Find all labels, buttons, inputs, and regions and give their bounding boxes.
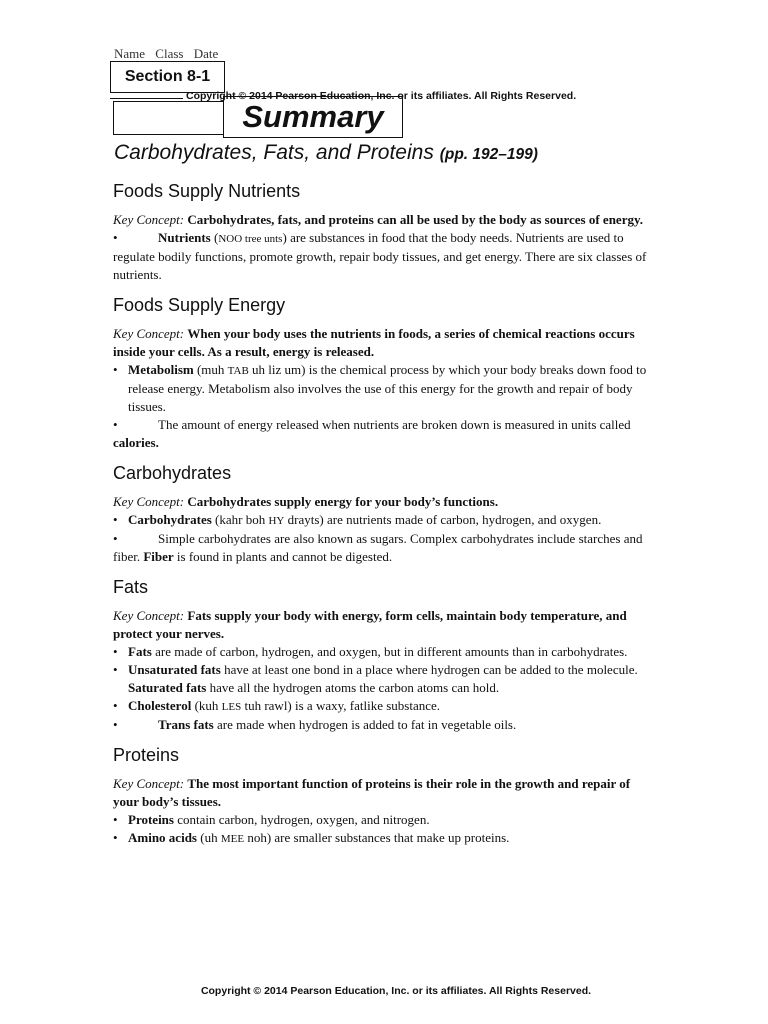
key-concept: Key Concept: When your body uses the nutrients in foods, a series of chemical reactions occurs inside your cells. As a result, energy is released.	[113, 326, 635, 359]
summary-content	[113, 180, 658, 858]
summary-heading: Summary	[223, 96, 403, 138]
bullet-icon: •	[113, 717, 118, 732]
section-proteins	[113, 744, 658, 848]
section-foods-energy	[113, 294, 658, 452]
list-item: • Unsaturated fats have at least one bond in a place where hydrogen can be added to the molecule. Saturated fats have all the hydrogen atoms the carbon atoms can hold.	[113, 662, 638, 695]
section-carbohydrates	[113, 462, 658, 566]
list-item: • Simple carbohydrates are also known as sugars. Complex carbohydrates include starches and fiber. Fiber is found in plants and cannot be digested.	[113, 531, 643, 564]
list-item: • Proteins contain carbon, hydrogen, oxygen, and nitrogen.	[113, 812, 430, 827]
list-item: • Amino acids (uh MEE noh) are smaller substances that make up proteins.	[113, 830, 510, 845]
key-concept: Key Concept: Carbohydrates, fats, and proteins can all be used by the body as sources of energy.	[113, 212, 644, 227]
bullet-icon: •	[113, 812, 118, 827]
section-heading: Carbohydrates	[113, 463, 232, 483]
list-item: • Cholesterol (kuh LES tuh rawl) is a waxy, fatlike substance.	[113, 698, 441, 713]
section-heading: Fats	[113, 577, 149, 597]
bullet-icon: •	[113, 830, 118, 845]
title-text: Carbohydrates, Fats, and Proteins	[114, 141, 434, 164]
section-heading: Foods Supply Nutrients	[113, 181, 301, 201]
bullet-icon: •	[113, 512, 118, 527]
copyright-footer: Copyright © 2014 Pearson Education, Inc. or its affiliates. All Rights Reserved.	[200, 985, 592, 997]
bullet-icon: •	[113, 698, 118, 713]
section-foods-nutrients	[113, 180, 658, 284]
section-heading: Foods Supply Energy	[113, 295, 286, 315]
bullet-icon: •	[113, 362, 118, 377]
bullet-icon: •	[113, 230, 118, 245]
key-concept: Key Concept: Fats supply your body with energy, form cells, maintain body temperature, and protect your nerves.	[113, 608, 627, 641]
section-heading: Proteins	[113, 745, 180, 765]
bullet-icon: •	[113, 662, 118, 677]
list-item: • Nutrients (NOO tree unts) are substances in food that the body needs. Nutrients are used to regulate bodily functions, promote growth, repair body tissues, and get energy. There are six classes of nutrients.	[113, 230, 647, 282]
name-label: Name	[114, 46, 146, 61]
blank-box	[113, 101, 224, 135]
section-label: Section 8-1	[110, 61, 225, 93]
list-item: • The amount of energy released when nutrients are broken down is measured in units called calories.	[113, 417, 631, 450]
bullet-icon: •	[113, 644, 118, 659]
key-concept: Key Concept: The most important function of proteins is their role in the growth and repair of your body’s tissues.	[113, 776, 631, 809]
bullet-icon: •	[113, 417, 118, 432]
page-range: (pp. 192–199)	[439, 146, 538, 163]
page-title	[114, 141, 538, 165]
bullet-icon: •	[113, 531, 118, 546]
key-concept: Key Concept: Carbohydrates supply energy for your body’s functions.	[113, 494, 499, 509]
class-label: Class	[155, 46, 184, 61]
name-class-date	[114, 46, 225, 62]
list-item: • Trans fats are made when hydrogen is added to fat in vegetable oils.	[113, 717, 517, 732]
list-item: • Metabolism (muh TAB uh liz um) is the chemical process by which your body breaks down food to release energy. Metabolism also involves the use of this energy for the growth and repair of body tissues.	[113, 362, 647, 414]
date-label: Date	[193, 46, 219, 61]
list-item: • Fats are made of carbon, hydrogen, and oxygen, but in different amounts than in carbohydrates.	[113, 644, 628, 659]
copyright-top: Copyright © 2014 Pearson Education, Inc. or its affiliates. All Rights Reserved.	[186, 90, 577, 102]
section-fats	[113, 576, 658, 734]
divider	[110, 98, 183, 99]
list-item: • Carbohydrates (kahr boh HY drayts) are nutrients made of carbon, hydrogen, and oxygen.	[113, 512, 602, 527]
